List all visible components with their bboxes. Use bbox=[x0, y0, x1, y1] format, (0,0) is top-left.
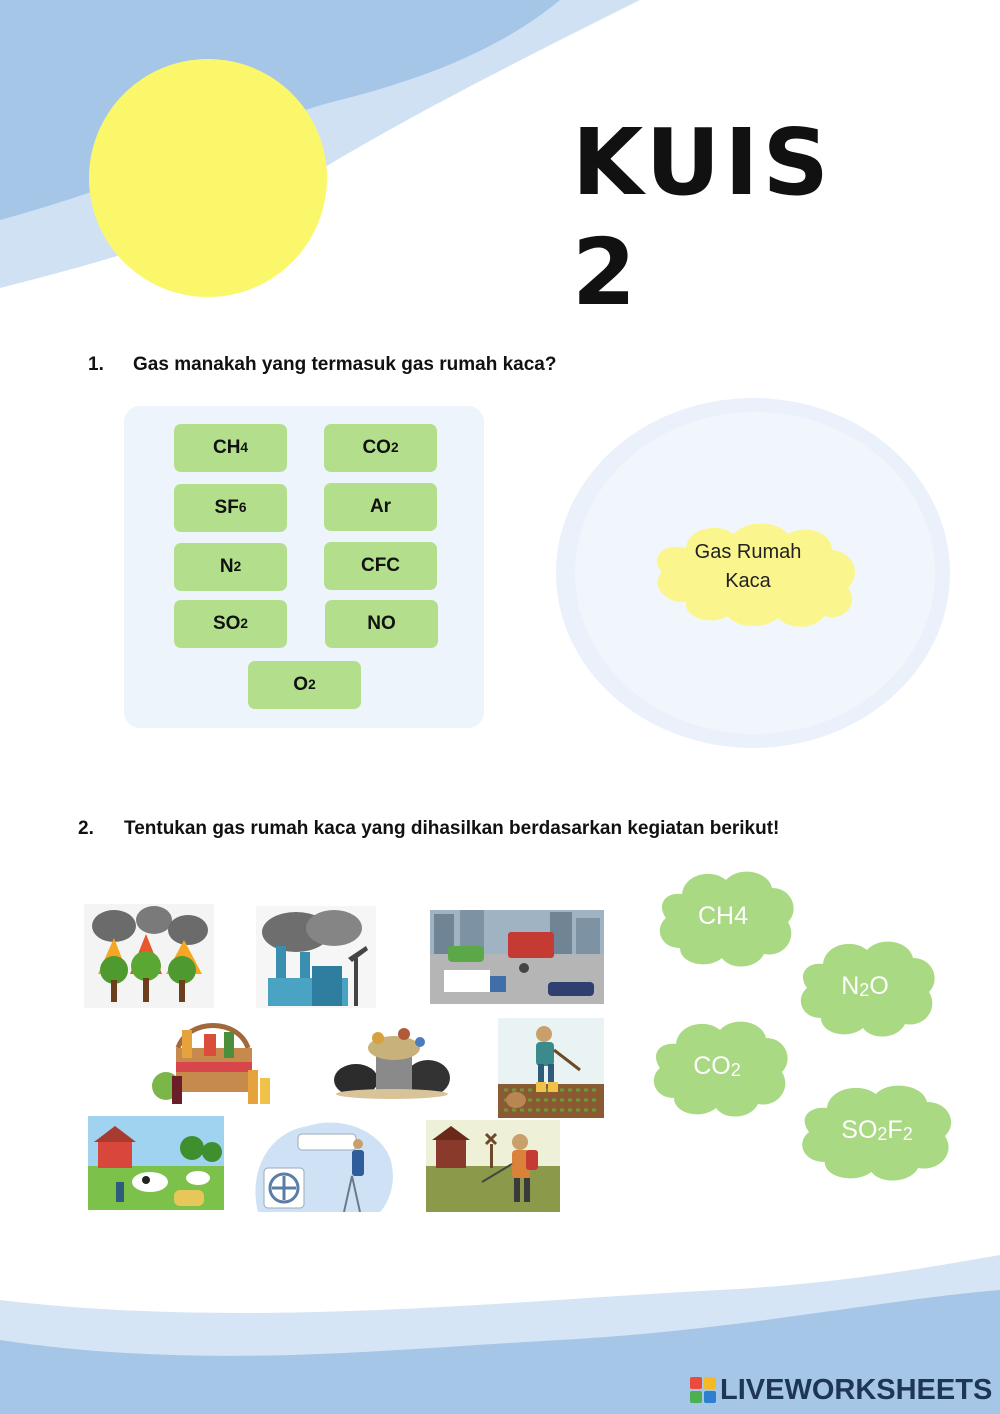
option-n2[interactable]: N 2 bbox=[174, 543, 287, 591]
option-ar[interactable]: Ar bbox=[324, 483, 437, 531]
page-title: KUIS 2 bbox=[572, 109, 833, 326]
option-so2[interactable]: SO 2 bbox=[174, 600, 287, 648]
option-ch4[interactable]: CH 4 bbox=[174, 424, 287, 472]
cattle-farm-picture[interactable] bbox=[88, 1116, 224, 1210]
question-2-number: 2. bbox=[78, 818, 94, 839]
question-1-text: Gas manakah yang termasuk gas rumah kaca? bbox=[133, 354, 557, 375]
option-no[interactable]: NO bbox=[325, 600, 438, 648]
forest-fire-picture[interactable] bbox=[84, 904, 214, 1008]
answer-bank bbox=[124, 406, 484, 728]
fertilizer-spraying-picture[interactable] bbox=[426, 1120, 560, 1212]
option-cfc[interactable]: CFC bbox=[324, 542, 437, 590]
answer-label-so2f2: $SO_2F_2$ bbox=[841, 1116, 913, 1144]
question-1-number: 1. bbox=[88, 354, 104, 375]
air-conditioner-picture[interactable] bbox=[248, 1112, 396, 1212]
sun-shape bbox=[89, 59, 327, 297]
question-2-text: Tentukan gas rumah kaca yang dihasilkan berdasarkan kegiatan berikut! bbox=[124, 818, 780, 839]
traffic-pollution-picture[interactable] bbox=[430, 910, 604, 1004]
answer-label-ch4: CH4 bbox=[697, 902, 748, 930]
answer-label-n2o: $N_2O$ bbox=[841, 972, 889, 1000]
food-basket-picture[interactable] bbox=[148, 1008, 276, 1110]
garbage-pile-picture[interactable] bbox=[332, 1020, 452, 1100]
liveworksheets-logo-icon bbox=[690, 1377, 716, 1403]
option-sf6[interactable]: SF 6 bbox=[174, 484, 287, 532]
liveworksheets-brand bbox=[690, 1372, 992, 1408]
answer-label-co2: $CO_2$ bbox=[693, 1052, 741, 1080]
farmer-planting-picture[interactable] bbox=[498, 1018, 604, 1118]
factory-smoke-picture[interactable] bbox=[256, 906, 376, 1008]
question-2 bbox=[78, 818, 779, 840]
brand-name: LIVEWORKSHEETS bbox=[720, 1373, 993, 1406]
drop-zone-label: Gas Rumah Kaca bbox=[694, 541, 802, 592]
question-1 bbox=[88, 354, 556, 376]
option-o2[interactable]: O 2 bbox=[248, 661, 361, 709]
option-co2[interactable]: CO 2 bbox=[324, 424, 437, 472]
